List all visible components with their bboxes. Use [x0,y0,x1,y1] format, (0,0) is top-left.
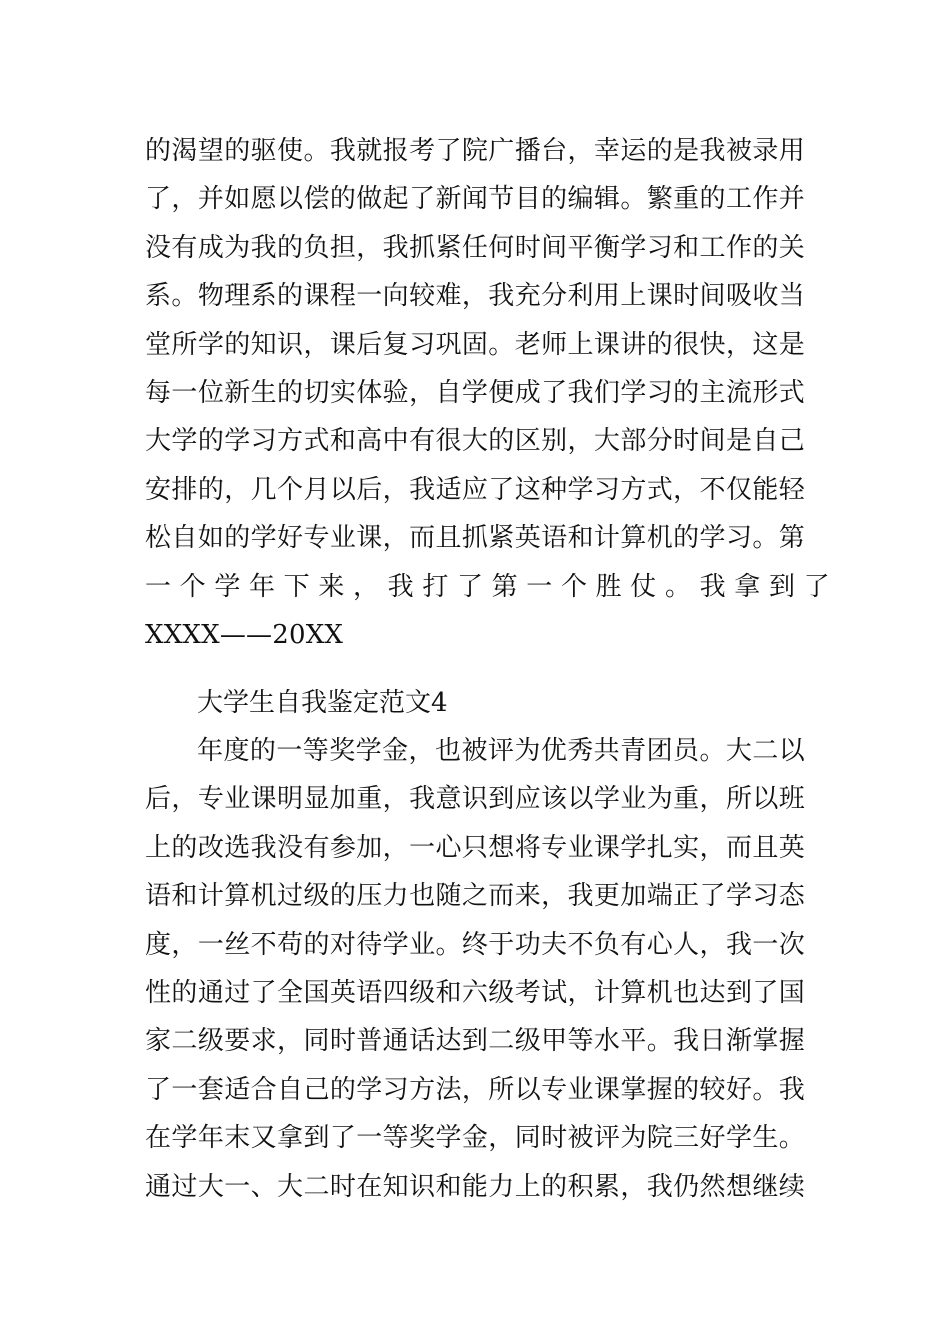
text-line: 了，并如愿以偿的做起了新闻节目的编辑。繁重的工作并 [145,184,805,215]
paragraph-2 [145,727,805,1211]
text-line: 家二级要求，同时普通话达到二级甲等水平。我日渐掌握 [145,1026,805,1057]
text-line: 通过大一、大二时在知识和能力上的积累，我仍然想继续 [145,1171,805,1202]
text-line: 没有成为我的负担，我抓紧任何时间平衡学习和工作的关 [145,232,805,263]
text-line: 上的改选我没有参加，一心只想将专业课学扎实，而且英 [145,832,805,863]
text-line: 松自如的学好专业课，而且抓紧英语和计算机的学习。第 [145,523,805,554]
text-line: 安排的，几个月以后，我适应了这种学习方式，不仅能轻 [145,474,805,505]
text-line: 大学的学习方式和高中有很大的区别，大部分时间是自己 [145,426,805,457]
text-line: 语和计算机过级的压力也随之而来，我更加端正了学习态 [145,881,805,912]
text-line: 一 个 学 年 下 来 ， 我 打 了 第 一 个 胜 仗 。 我 拿 到 了 [145,571,830,602]
text-line: 在学年末又拿到了一等奖学金，同时被评为院三好学生。 [145,1123,805,1154]
text-line: 年度的一等奖学金，也被评为优秀共青团员。大二以 [197,736,805,766]
text-line: XXXX——20XX [145,619,344,650]
text-line: 度，一丝不苟的对待学业。终于功夫不负有心人，我一次 [145,929,805,960]
text-line: 每一位新生的切实体验，自学便成了我们学习的主流形式 [145,377,805,408]
text-line: 后，专业课明显加重，我意识到应该以学业为重，所以班 [145,784,805,815]
text-line: 了一套适合自己的学习方法，所以专业课掌握的较好。我 [145,1074,805,1105]
text-line: 系。物理系的课程一向较难，我充分利用上课时间吸收当 [145,281,805,312]
paragraph-1 [145,127,830,659]
section-heading: 大学生自我鉴定范文4 [197,688,448,718]
text-line: 性的通过了全国英语四级和六级考试，计算机也达到了国 [145,977,805,1008]
text-line: 堂所学的知识，课后复习巩固。老师上课讲的很快，这是 [145,329,805,360]
text-line: 的渴望的驱使。我就报考了院广播台，幸运的是我被录用 [145,136,805,166]
